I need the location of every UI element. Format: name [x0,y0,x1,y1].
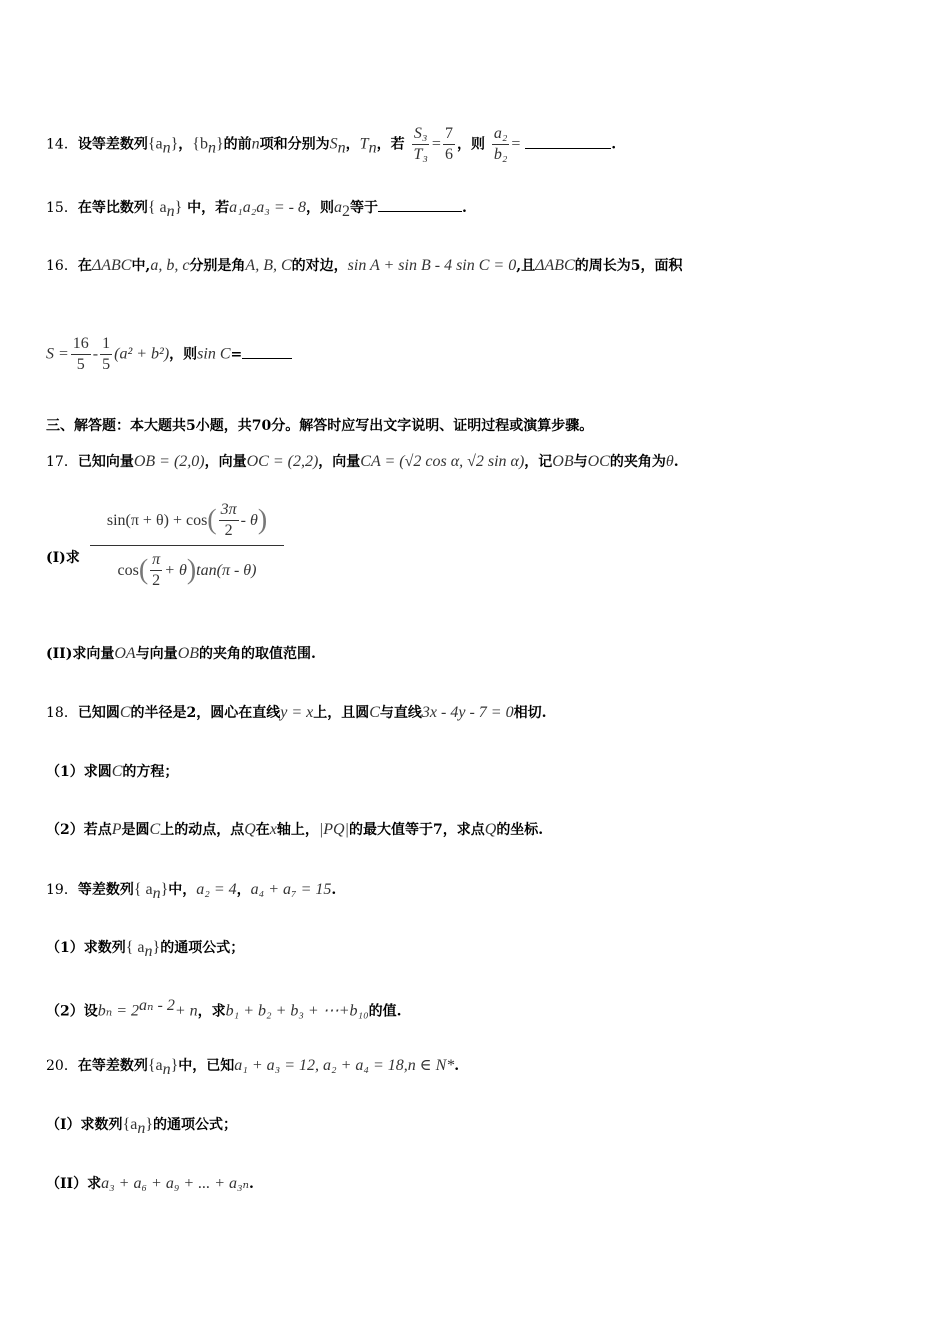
fraction: $\frac{\text{a₂}}{\text{b₂}}$ [493,125,508,163]
question-17-part-2: (II)求向量OA与向量OB的夹角的取值范围. [46,645,316,662]
question-number: 15． [46,200,78,216]
question-17: 17．已知向量OB = (2,0)，向量OC = (2,2)，向量CA = (√2 cos α, √2 sin α)，记OB与OC的夹角为θ. [46,453,679,470]
question-20-part-2: （II）求a₃ + a₆ + a₉ + ... + a₃ₙ. [46,1175,254,1192]
answer-blank[interactable] [378,199,462,212]
question-18-part-1: （1）求圆C的方程； [46,763,179,780]
question-number: 18． [46,705,78,721]
question-16: 16．在ΔABC中,a, b, c分别是角A, B, C的对边，sin A + sin B - 4 sin C = 0,且ΔABC的周长为5，面积 [46,257,683,274]
question-19: 19．等差数列{ $a_n$}中，a₂ = 4，a₄ + a₇ = 15. [46,881,337,902]
question-15: 15．在等比数列{ $a_n$} 中，若a₁a₂a₃ = - 8，则$a_2$等于 . [46,199,467,220]
question-19-part-1: （1）求数列{ $a_n$}的通项公式； [46,939,245,960]
question-20: 20．在等差数列$\{a_n\}$中，已知a₁ + a₃ = 12, a₂ + a₄ = 18,n ∈ N*. [46,1057,460,1078]
question-number: 16． [46,258,78,274]
question-18-part-2: （2）若点P是圆C上的动点，点Q在x轴上，|PQ|的最大值等于7，求点Q的坐标. [46,821,544,838]
numerator: sin(π + θ) + cos( $\frac{3\pi}{2}$ - θ) [90,500,284,546]
question-16-cont: S = $\frac{16}{5}$ - $\frac{1}{5}$ (a² + b²)，则sin C= [46,334,920,375]
question-number: 17． [46,454,78,470]
fraction: $\frac{16}{5}$ [72,335,89,373]
question-18: 18．已知圆C的半径是2，圆心在直线y = x上，且圆C与直线3x - 4y - 7 = 0相切. [46,704,547,721]
trig-fraction [90,500,284,591]
question-number: 14． [46,136,78,153]
answer-blank[interactable] [242,346,292,359]
question-number: 20． [46,1058,78,1074]
section-title: 三、解答题：本大题共5小题，共70分。解答时应写出文字说明、证明过程或演算步骤。 [46,418,594,434]
fraction: $\frac{\text{S₃}}{\text{T₃}}$ [413,125,428,163]
denominator: cos( $\frac{\pi}{2}$ + θ)tan(π - θ) [117,551,257,589]
fraction: $\frac{7}{6}$ [444,125,453,163]
question-number: 19． [46,882,78,898]
question-19-part-2: （2）设$b_n = 2^{a_n - 2}+ n$，求b₁ + b₂ + b₃ + ⋯+b₁₀的值. [46,997,402,1020]
answer-blank[interactable] [525,136,611,149]
question-14: 14．设等差数列$\{a_n\}$，$\{b_n\}$的前n项和分别为$S_n$，$T_n$，若 $\frac{\text{S₃}}{\text{T₃}}$ = $\frac{7}{6}$ ，则 $\frac{\text{a₂}}{\text{b₂}}$ = . [46,125,617,163]
question-20-part-1: （I）求数列$\{a_n\}$的通项公式； [46,1116,238,1137]
question-17-part-1-label: (I)求 [46,550,80,566]
fraction: $\frac{1}{5}$ [102,335,111,373]
